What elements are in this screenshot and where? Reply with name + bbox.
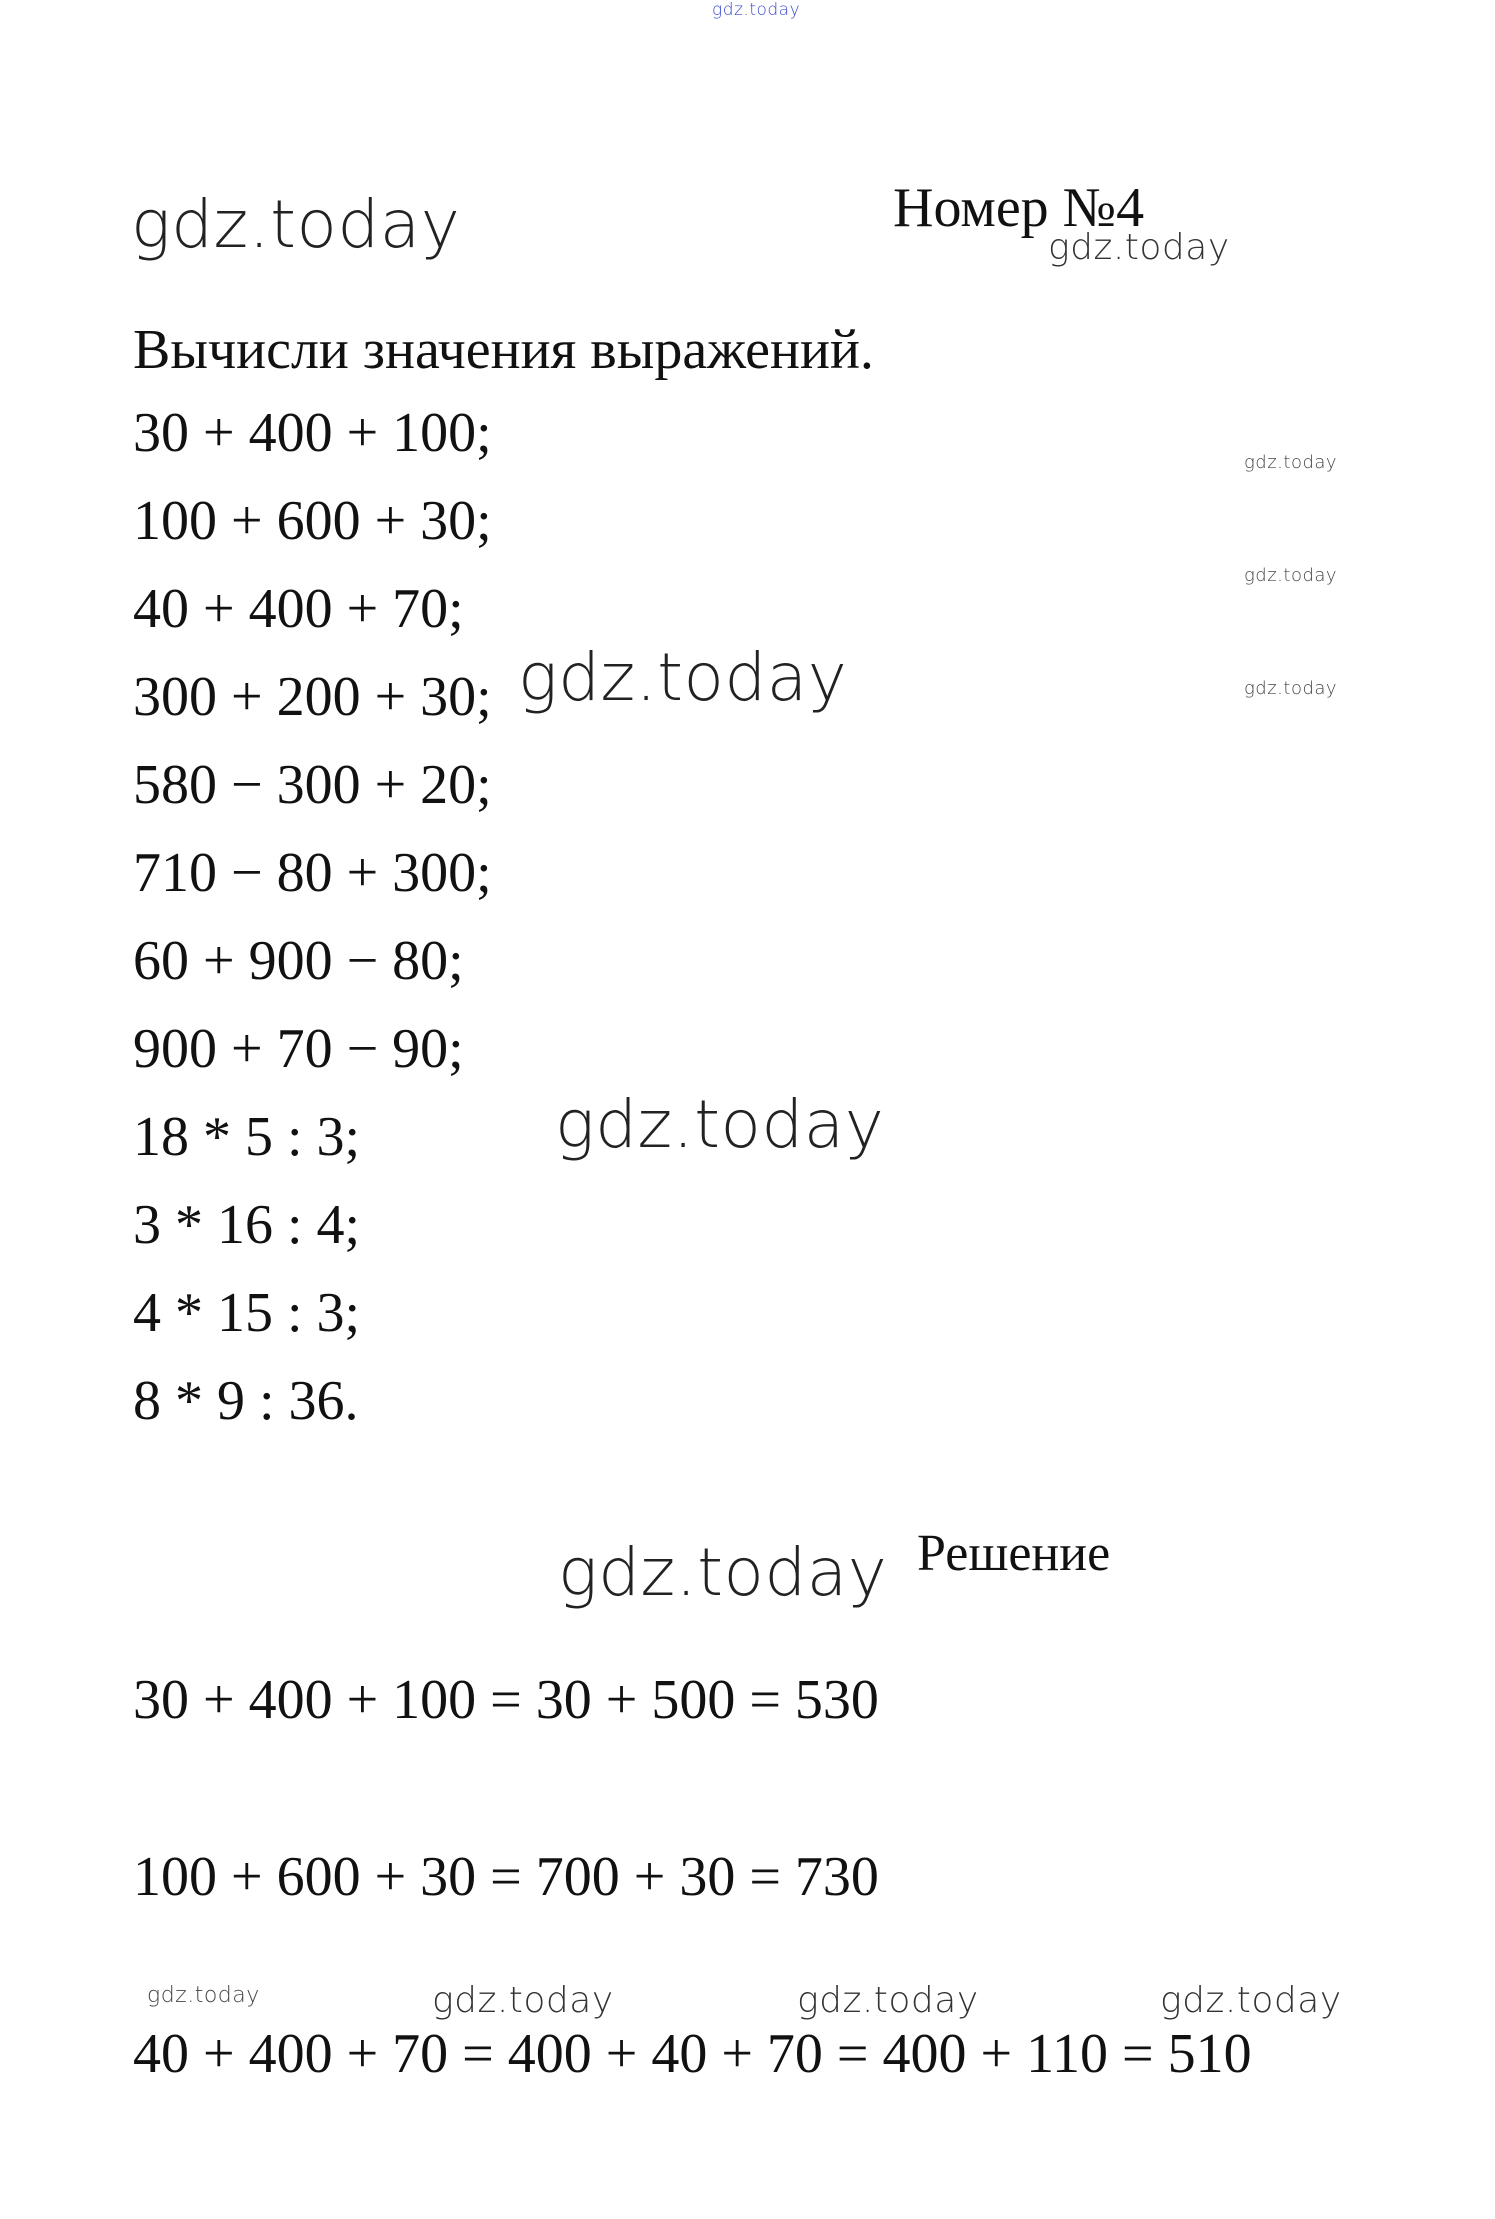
watermark-under-title: gdz.today bbox=[1048, 227, 1230, 268]
watermark-large: gdz.today bbox=[518, 639, 848, 716]
watermark-large: gdz.today bbox=[555, 1086, 885, 1163]
watermark-small: gdz.today bbox=[1244, 678, 1338, 699]
expression-item: 4 * 15 : 3; bbox=[133, 1282, 361, 1344]
solution-line: 40 + 400 + 70 = 400 + 40 + 70 = 400 + 110 = 510 bbox=[133, 2023, 1252, 2085]
expression-item: 3 * 16 : 4; bbox=[133, 1194, 361, 1256]
expression-item: 580 − 300 + 20; bbox=[133, 754, 492, 816]
watermark-medium: gdz.today bbox=[432, 1980, 614, 2021]
watermark-medium: gdz.today bbox=[1160, 1980, 1342, 2021]
expression-item: 30 + 400 + 100; bbox=[133, 402, 492, 464]
expression-item: 710 − 80 + 300; bbox=[133, 842, 492, 904]
watermark-large: gdz.today bbox=[558, 1534, 888, 1611]
watermark-small: gdz.today bbox=[147, 1983, 260, 2008]
expression-item: 8 * 9 : 36. bbox=[133, 1370, 359, 1432]
watermark-small: gdz.today bbox=[1244, 452, 1338, 473]
solution-line: 30 + 400 + 100 = 30 + 500 = 530 bbox=[133, 1669, 879, 1731]
expression-item: 40 + 400 + 70; bbox=[133, 578, 464, 640]
solution-line: 100 + 600 + 30 = 700 + 30 = 730 bbox=[133, 1846, 879, 1908]
expression-item: 18 * 5 : 3; bbox=[133, 1106, 361, 1168]
page-title: Номер №4 bbox=[893, 177, 1145, 239]
expression-item: 300 + 200 + 30; bbox=[133, 666, 492, 728]
task-instruction: Вычисли значения выражений. bbox=[133, 319, 874, 381]
solution-heading: Решение bbox=[917, 1525, 1111, 1582]
watermark-top: gdz.today bbox=[712, 0, 801, 20]
expression-item: 900 + 70 − 90; bbox=[133, 1018, 464, 1080]
expression-item: 60 + 900 − 80; bbox=[133, 930, 464, 992]
watermark-small: gdz.today bbox=[1244, 565, 1338, 586]
watermark-logo: gdz.today bbox=[131, 186, 461, 263]
expression-item: 100 + 600 + 30; bbox=[133, 490, 492, 552]
watermark-medium: gdz.today bbox=[797, 1980, 979, 2021]
